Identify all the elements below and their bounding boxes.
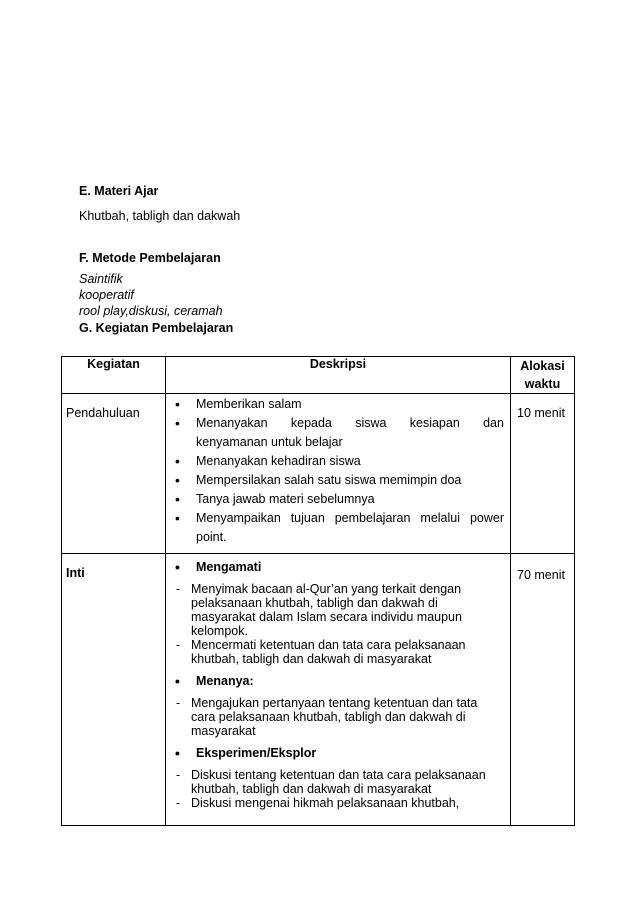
time-inti: 70 menit bbox=[517, 568, 565, 582]
method-item: rool play,diskusi, ceramah bbox=[79, 304, 223, 318]
list-item: • Tanya jawab materi sebelumnya bbox=[174, 490, 504, 509]
section-e-text: Khutbah, tabligh dan dakwah bbox=[79, 209, 241, 223]
section-g-heading: G. Kegiatan Pembelajaran bbox=[79, 321, 234, 335]
list-item: - Mengajukan pertanyaan tentang ketentuan dan tata cara pelaksanaan khutbah, tabligh dan dakwah di masyarakat bbox=[174, 696, 504, 738]
row-label-inti: Inti bbox=[66, 566, 85, 580]
list-item: - Mencermati ketentuan dan tata cara pelaksanaan khutbah, tabligh dan dakwah di masyarakat bbox=[174, 638, 504, 666]
header-kegiatan: Kegiatan bbox=[62, 357, 166, 394]
method-list bbox=[79, 271, 223, 319]
list-item: • Mempersilakan salah satu siswa memimpin doa bbox=[174, 471, 504, 490]
pendahuluan-list bbox=[166, 394, 510, 547]
method-item: Saintifik bbox=[79, 272, 123, 286]
header-deskripsi: Deskripsi bbox=[166, 357, 511, 394]
list-item: - Diskusi mengenai hikmah pelaksanaan khutbah, bbox=[174, 796, 504, 810]
section-f-heading: F. Metode Pembelajaran bbox=[79, 251, 221, 265]
section-menanya: • Menanya: bbox=[174, 672, 504, 690]
time-pendahuluan: 10 menit bbox=[517, 406, 565, 420]
section-mengamati: • Mengamati bbox=[174, 558, 504, 576]
section-e-heading: E. Materi Ajar bbox=[79, 184, 159, 198]
table-row-pendahuluan bbox=[62, 394, 575, 554]
table-header-row bbox=[62, 357, 575, 394]
list-item: • Menanyakan kehadiran siswa bbox=[174, 452, 504, 471]
list-item-line: • Menanyakan kepada siswa kesiapan dan bbox=[196, 416, 504, 430]
list-item: • Menanyakan kepada siswa kesiapan dan kenyamanan untuk belajar bbox=[174, 414, 504, 452]
list-item: • Memberikan salam bbox=[174, 395, 504, 414]
kegiatan-table bbox=[61, 356, 575, 826]
inti-content bbox=[166, 554, 510, 818]
method-item: kooperatif bbox=[79, 288, 134, 302]
table-row-inti bbox=[62, 554, 575, 826]
row-label-pendahuluan: Pendahuluan bbox=[66, 406, 140, 420]
list-item: • Menyampaikan tujuan pembelajaran melalui power point. bbox=[174, 509, 504, 547]
section-eksperimen: • Eksperimen/Eksplor bbox=[174, 744, 504, 762]
list-item: - Menyimak bacaan al-Qur’an yang terkait dengan pelaksanaan khutbah, tabligh dan dakwah di masyarakat dalam Islam secara individu maupun kelompok. bbox=[174, 582, 504, 638]
header-alokasi: Alokasi waktu bbox=[511, 357, 575, 394]
list-item: - Diskusi tentang ketentuan dan tata cara pelaksanaan khutbah, tabligh dan dakwah di masyarakat bbox=[174, 768, 504, 796]
